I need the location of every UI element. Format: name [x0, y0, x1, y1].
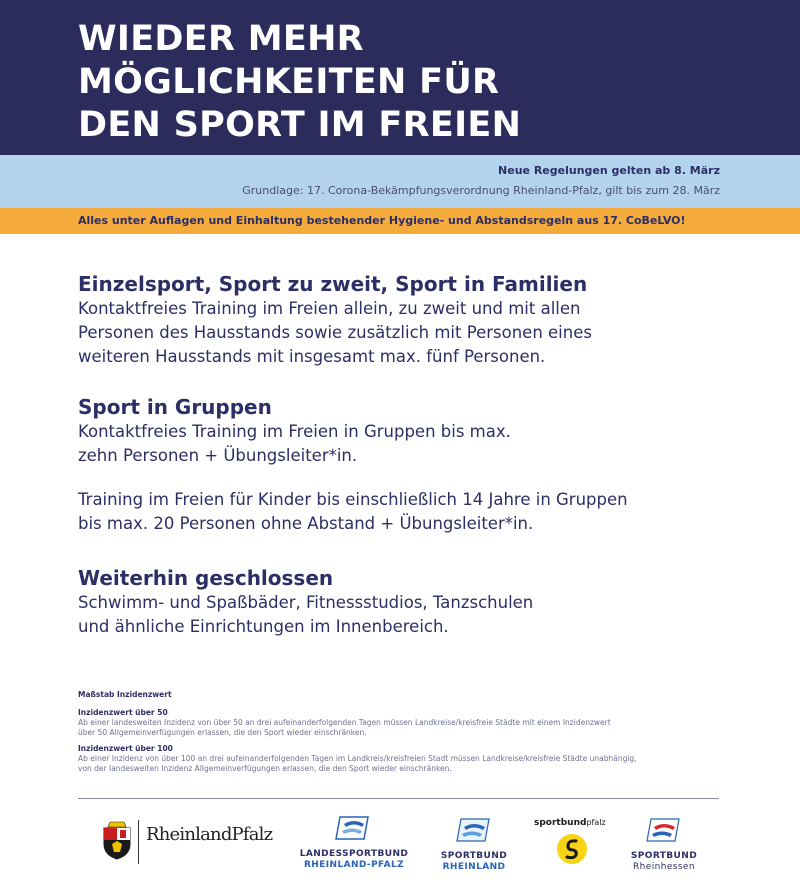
section-body-2: [78, 488, 738, 536]
legal-basis: Grundlage: 17. Corona-Bekämpfungsverordnung Rheinland-Pfalz, gilt bis zum 28. März: [242, 184, 720, 197]
lsb-line-1: LANDESSPORTBUND: [299, 849, 409, 859]
logo-sportbund-rheinland: [432, 815, 516, 875]
fineprint-line: über 50 Allgemeinverfügungen erlassen, die den Sport wieder einschränken.: [78, 728, 367, 737]
body-line: Kontaktfreies Training im Freien in Gruppen bis max.: [78, 422, 511, 441]
section-geschlossen: [78, 565, 738, 639]
section-einzelsport: [78, 271, 738, 369]
fineprint-line: Ab einer Inzidenz von über 100 an drei aufeinanderfolgenden Tagen im Landkreis/kreisfreien Stadt müssen Landkreise/kreisfreie Städte unabhängig,: [78, 754, 637, 763]
notice-text: Alles unter Auflagen und Einhaltung bestehender Hygiene- und Abstandsregeln aus 17. CoBeLVO!: [78, 214, 686, 227]
sbr-line-2: RHEINLAND: [442, 862, 506, 872]
coat-of-arms-icon: [102, 820, 132, 860]
fineprint-heading: Inzidenzwert über 50: [78, 708, 168, 717]
logo-separator: [138, 820, 139, 864]
section-body: [78, 297, 738, 369]
sbr-line-1: SPORTBUND: [440, 851, 508, 861]
fineprint-title: Maßstab Inzidenzwert: [78, 690, 172, 699]
body-line: Training im Freien für Kinder bis einschließlich 14 Jahre in Gruppen: [78, 490, 628, 509]
rlp-wordmark: RheinlandPfalz: [146, 824, 273, 845]
fineprint-line: Ab einer landesweiten Inzidenz von über 50 an drei aufeinanderfolgenden Tagen müssen Landkreise/kreisfreie Städte mit einem Inzidenzwert: [78, 718, 611, 727]
body-line: zehn Personen + Übungsleiter*in.: [78, 446, 358, 465]
section-body: [78, 591, 738, 639]
section-heading: Weiterhin geschlossen: [78, 566, 334, 590]
subheader: [0, 155, 800, 208]
body-line: Schwimm- und Spaßbäder, Fitnessstudios, Tanzschulen: [78, 593, 534, 612]
header-banner: [0, 0, 800, 155]
sbrh-line-1: SPORTBUND: [630, 851, 698, 861]
validity-date: Neue Regelungen gelten ab 8. März: [498, 164, 720, 177]
sportbund-pfalz-icon: [555, 832, 589, 866]
logo-landessportbund: [290, 813, 418, 875]
section-heading: Sport in Gruppen: [78, 395, 272, 419]
notice-bar: [0, 208, 800, 234]
landessportbund-icon: [334, 813, 374, 843]
title-line-1: WIEDER MEHR: [78, 19, 364, 59]
logo-sportbund-pfalz: [530, 818, 614, 878]
sbp-wordmark: [530, 818, 614, 828]
body-line: bis max. 20 Personen ohne Abstand + Übungsleiter*in.: [78, 514, 534, 533]
section-heading: Einzelsport, Sport zu zweit, Sport in Familien: [78, 272, 588, 296]
title-line-2: MÖGLICHKEITEN FÜR: [78, 62, 500, 102]
section-body: [78, 420, 738, 468]
fineprint-line: von der landesweiten Inzidenz Allgemeinverfügungen erlassen, die den Sport wieder einschränken.: [78, 764, 452, 773]
divider: [78, 798, 719, 799]
fineprint: [78, 690, 718, 774]
sportbund-rheinland-icon: [455, 815, 493, 845]
page-title: [78, 18, 718, 147]
sbp-text: sportbund: [534, 818, 587, 828]
body-line: Kontaktfreies Training im Freien allein, zu zweit und mit allen: [78, 299, 581, 318]
logo-sportbund-rheinhessen: [622, 815, 706, 875]
logo-rheinland-pfalz: [100, 818, 280, 868]
sbrh-line-2: Rheinhessen: [633, 862, 695, 872]
sportbund-rheinhessen-icon: [645, 815, 683, 845]
body-line: weiteren Hausstands mit insgesamt max. fünf Personen.: [78, 347, 546, 366]
body-line: Personen des Hausstands sowie zusätzlich mit Personen eines: [78, 323, 592, 342]
lsb-line-2: RHEINLAND-PFALZ: [303, 860, 405, 870]
section-gruppen: [78, 394, 738, 536]
body-line: und ähnliche Einrichtungen im Innenbereich.: [78, 617, 449, 636]
sbp-sub: pfalz: [586, 818, 606, 827]
title-line-3: DEN SPORT IM FREIEN: [78, 105, 522, 145]
fineprint-heading: Inzidenzwert über 100: [78, 744, 173, 753]
